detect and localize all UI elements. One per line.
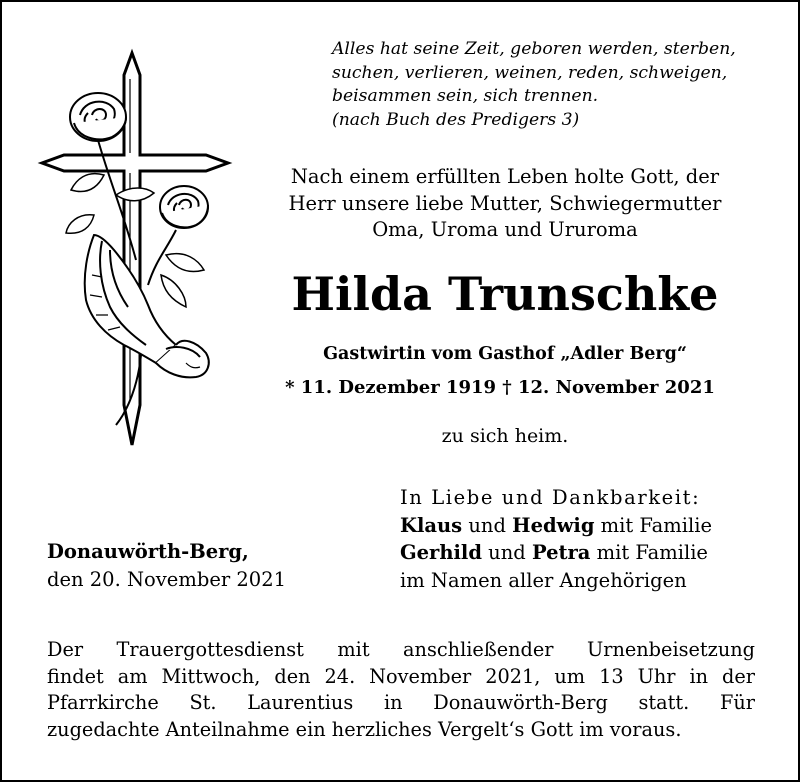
service-line: zugedachte Anteilnahme ein herzliches Vergelt‘s Gott im voraus. xyxy=(47,717,682,741)
life-dates: * 11. Dezember 1919 † 12. November 2021 xyxy=(285,377,715,398)
intro-line: Nach einem erfüllten Leben holte Gott, der xyxy=(290,165,720,188)
deceased-occupation: Gastwirtin vom Gasthof „Adler Berg“ xyxy=(323,344,687,364)
mourners-heading: In Liebe und Dankbarkeit: xyxy=(400,486,701,509)
mourners-block xyxy=(400,484,780,594)
service-info xyxy=(47,637,755,743)
intro-line: Herr unsere liebe Mutter, Schwiegermutter xyxy=(288,191,722,215)
cross-roses-praying-hands-icon xyxy=(36,45,236,475)
service-line: Pfarrkirche St. Laurentius in Donauwörth-Berg statt. Für xyxy=(47,691,755,714)
mourner-suffix: mit Familie xyxy=(590,541,708,564)
mourner-conjunction: und xyxy=(481,541,532,564)
mourner-line: im Namen aller Angehörigen xyxy=(400,568,687,592)
intro-line: Oma, Uroma und Ururoma xyxy=(372,218,638,241)
place-date-block xyxy=(47,538,347,593)
quote-line: Alles hat seine Zeit, geboren werden, sterben, xyxy=(332,39,736,59)
mourner-suffix: mit Familie xyxy=(594,513,712,537)
mourner-line xyxy=(400,512,780,540)
quote-line: beisammen sein, sich trennen. xyxy=(332,86,599,106)
mourner-name: Hedwig xyxy=(512,513,595,537)
intro-text xyxy=(250,164,760,244)
place-date: den 20. November 2021 xyxy=(47,567,287,591)
mourner-line xyxy=(400,539,780,567)
service-line: findet am Mittwoch, den 24. November 2021, um 13 Uhr in der xyxy=(47,664,755,688)
quote-line: suchen, verlieren, weinen, reden, schweigen, xyxy=(332,62,728,83)
mourner-name: Petra xyxy=(531,541,591,564)
deceased-name: Hilda Trunschke xyxy=(291,267,719,321)
mourner-name: Klaus xyxy=(400,513,463,537)
service-line: Der Trauergottesdienst mit anschließender Urnenbeisetzung xyxy=(47,638,755,661)
outro-text: zu sich heim. xyxy=(441,425,569,447)
quote-source: (nach Buch des Predigers 3) xyxy=(332,109,580,130)
mourner-name: Gerhild xyxy=(400,541,482,564)
mourner-conjunction: und xyxy=(462,513,513,537)
place-city: Donauwörth-Berg, xyxy=(47,540,249,563)
bible-quote xyxy=(332,38,772,132)
